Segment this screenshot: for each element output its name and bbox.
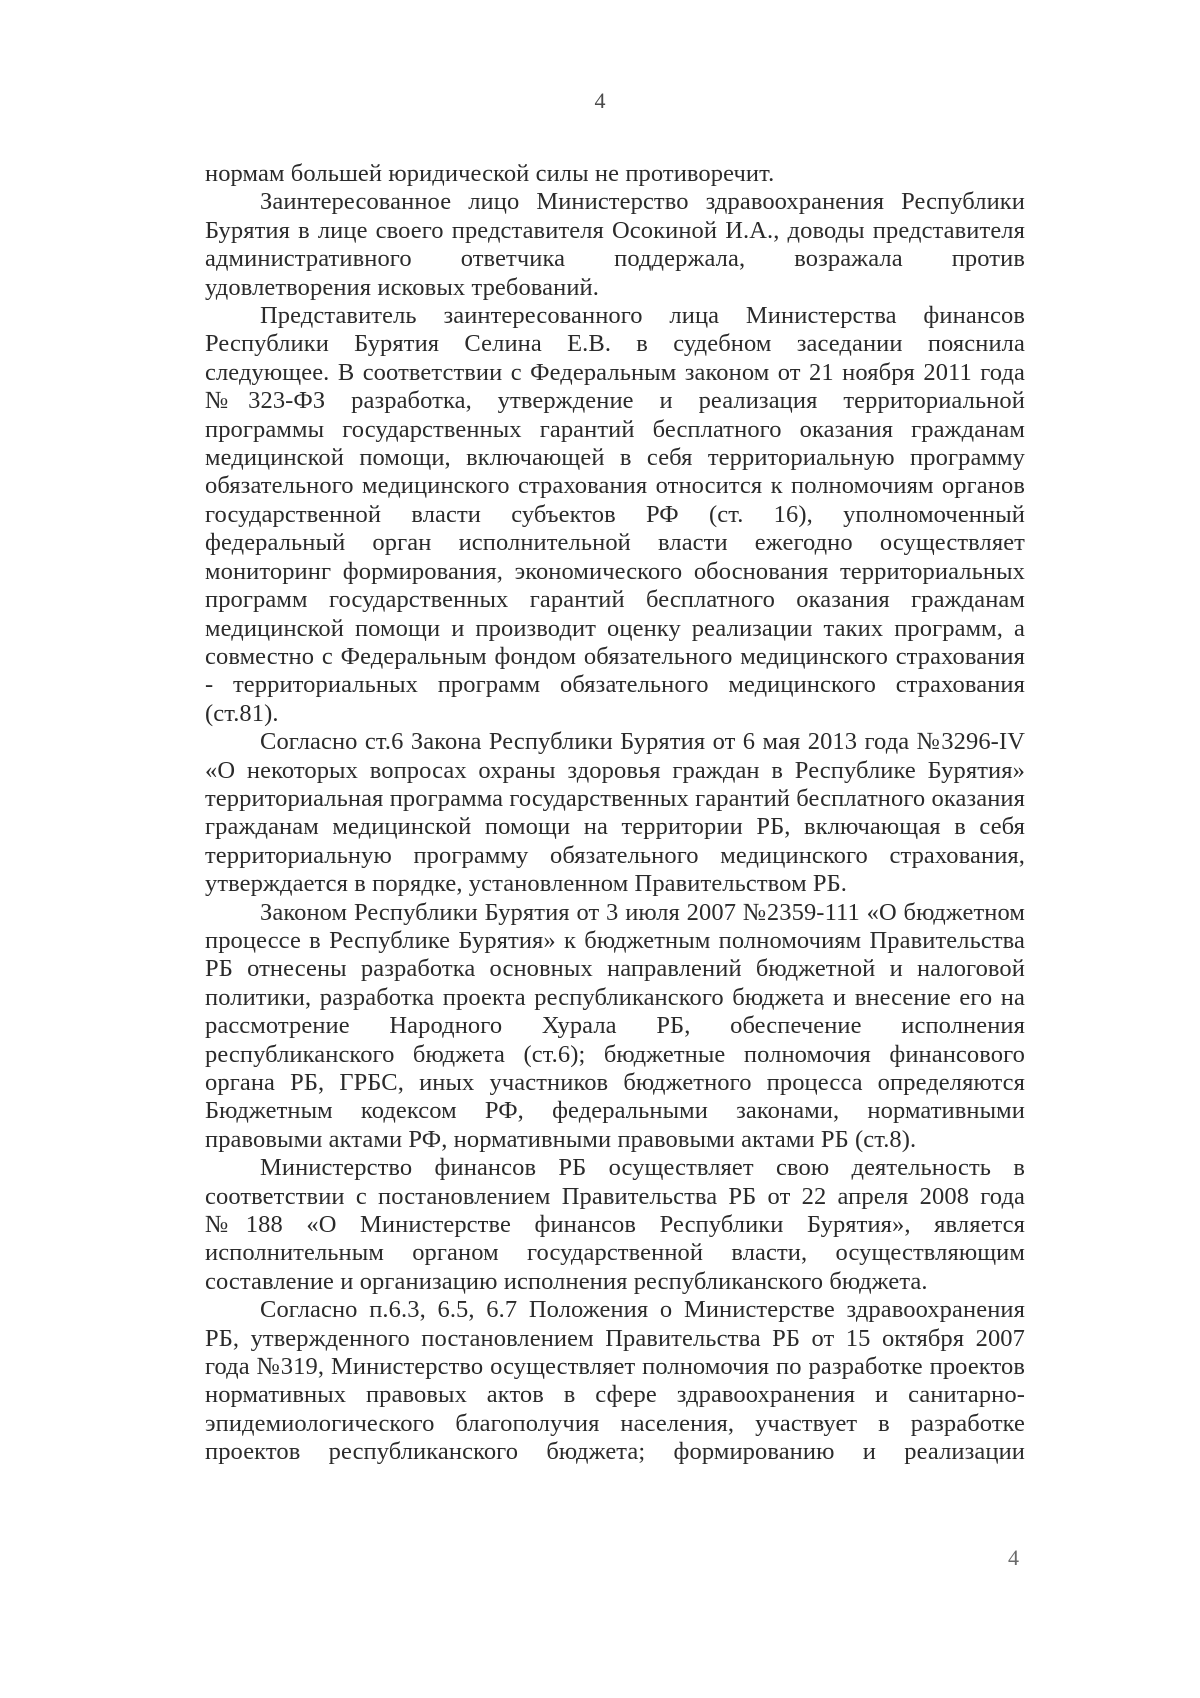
page-number-bottom: 4 [1008, 1545, 1019, 1570]
text-line: обязательного медицинского страхования относится к полномочиям органов [205, 472, 1025, 500]
text-line: проектов республиканского бюджета; формированию и реализации [205, 1438, 1025, 1466]
text-line: административного ответчика поддержала, возражала против [205, 245, 1025, 273]
text-line: следующее. В соответствии с Федеральным законом от 21 ноября 2011 года [205, 358, 1025, 386]
text-line: нормам большей юридической силы не противоречит. [205, 160, 775, 187]
text-line: (ст.81). [205, 699, 279, 727]
text-line: республиканского бюджета (ст.6); бюджетные полномочия финансового [205, 1040, 1025, 1068]
text-line: эпидемиологического благополучия населения, участвует в разработке [205, 1409, 1025, 1437]
text-line: соответствии с постановлением Правительства РБ от 22 апреля 2008 года [205, 1182, 1025, 1210]
text-line: утверждается в порядке, установленном Правительством РБ. [205, 870, 848, 898]
text-line: программы государственных гарантий бесплатного оказания гражданам [205, 415, 1025, 443]
document-body [205, 160, 1025, 1467]
text-line: нормативных правовых актов в сфере здравоохранения и санитарно- [205, 1381, 1025, 1409]
text-line: рассмотрение Народного Хурала РБ, обеспечение исполнения [205, 1012, 1025, 1040]
text-line: органа РБ, ГРБС, иных участников бюджетного процесса определяются [205, 1069, 1025, 1096]
page-number-top: 4 [594, 88, 606, 113]
text-line: №323-ФЗ разработка, утверждение и реализация территориальной [205, 387, 1025, 415]
text-line: мониторинг формирования, экономического обоснования территориальных [205, 557, 1025, 585]
text-line: удовлетворения исковых требований. [205, 273, 599, 301]
text-line: государственной власти субъектов РФ (ст. 16), уполномоченный [205, 500, 1025, 528]
text-line: исполнительным органом государственной власти, осуществляющим [205, 1239, 1025, 1267]
text-line: медицинской помощи и производит оценку реализации таких программ, а [205, 614, 1025, 642]
text-line: гражданам медицинской помощи на территории РБ, включающая в себя [205, 813, 1025, 841]
text-line: Законом Республики Бурятия от 3 июля 2007 №2359-111 «О бюджетном [260, 898, 1025, 926]
text-line: программ государственных гарантий бесплатного оказания гражданам [205, 586, 1025, 614]
text-line: процессе в Республике Бурятия» к бюджетным полномочиям Правительства [205, 926, 1025, 954]
text-line: РБ, утвержденного постановлением Правительства РБ от 15 октября 2007 [205, 1324, 1025, 1352]
text-line: Представитель заинтересованного лица Министерства финансов [260, 302, 1025, 330]
text-line: года №319, Министерство осуществляет полномочия по разработке проектов [205, 1353, 1025, 1381]
text-line: - территориальных программ обязательного медицинского страхования [205, 671, 1025, 699]
text-line: правовыми актами РФ, нормативными правовыми актами РБ (ст.8). [205, 1125, 917, 1153]
text-line: Согласно ст.6 Закона Республики Бурятия от 6 мая 2013 года №3296-IV [260, 728, 1025, 756]
text-line: Республики Бурятия Селина Е.В. в судебном заседании пояснила [205, 330, 1025, 358]
text-line: федеральный орган исполнительной власти ежегодно осуществляет [205, 529, 1025, 557]
text-line: Заинтересованное лицо Министерство здравоохранения Республики [260, 188, 1025, 216]
text-line: Согласно п.6.3, 6.5, 6.7 Положения о Министерстве здравоохранения [260, 1296, 1025, 1324]
text-line: совместно с Федеральным фондом обязательного медицинского страхования [205, 642, 1025, 670]
text-line: территориальная программа государственных гарантий бесплатного оказания [205, 784, 1025, 812]
text-line: Бурятия в лице своего представителя Осокиной И.А., доводы представителя [205, 216, 1025, 244]
text-line: РБ отнесены разработка основных направлений бюджетной и налоговой [205, 955, 1025, 983]
text-line: «О некоторых вопросах охраны здоровья граждан в Республике Бурятия» [205, 756, 1025, 784]
text-line: политики, разработка проекта республиканского бюджета и внесение его на [205, 983, 1025, 1011]
text-line: составление и организацию исполнения республиканского бюджета. [205, 1267, 928, 1295]
text-line: территориальную программу обязательного медицинского страхования, [205, 841, 1025, 869]
text-line: Министерство финансов РБ осуществляет свою деятельность в [260, 1154, 1025, 1182]
text-line: Бюджетным кодексом РФ, федеральными законами, нормативными [205, 1097, 1025, 1125]
text-line: медицинской помощи, включающей в себя территориальную программу [205, 444, 1025, 472]
text-line: №188 «О Министерстве финансов Республики Бурятия», является [205, 1211, 1025, 1239]
